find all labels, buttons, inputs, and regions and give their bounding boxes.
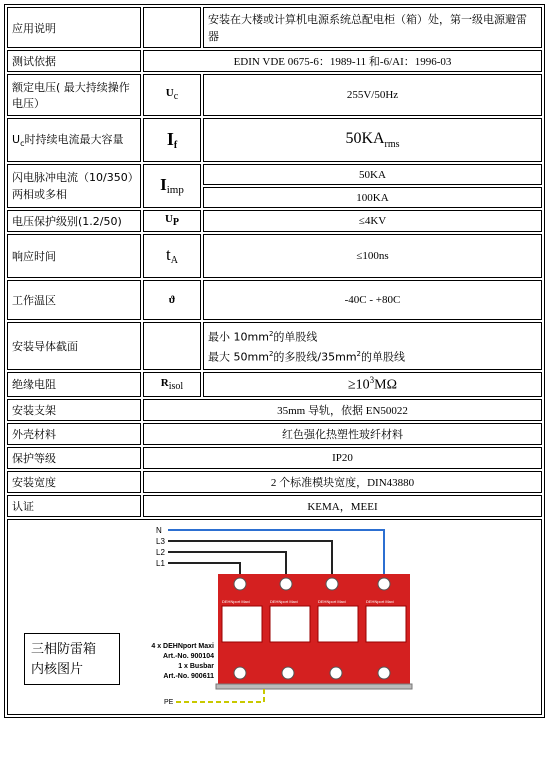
spec-table	[4, 4, 545, 718]
caption-line: 1 x Busbar	[178, 662, 214, 670]
row-value: 50KA	[203, 164, 542, 185]
module-label: DEHNport Maxi	[318, 598, 346, 604]
row-value: $\ge 10^3M\Omega$	[203, 372, 542, 397]
row-value: 255V/50Hz	[203, 74, 542, 116]
row-label: 认证	[7, 495, 141, 517]
row-symbol: $t_A$	[143, 234, 201, 278]
spd-module	[362, 574, 410, 684]
row-value: IP20	[143, 447, 542, 469]
row-value: KEMA，MEEI	[143, 495, 542, 517]
row-label: 保护等级	[7, 447, 141, 469]
table-row	[7, 519, 542, 715]
note-box	[24, 633, 120, 685]
row-value: 最小 $10mm^2$的单股线 最大 $50mm^2$的多股线$/35mm^2$的单股线	[203, 322, 542, 370]
row-label: 安装导体截面	[7, 322, 141, 370]
row-label: 绝缘电阻	[7, 372, 141, 397]
wire-n	[168, 530, 384, 577]
row-symbol	[143, 7, 201, 48]
row-label: 测试依据	[7, 50, 141, 72]
wire-pe	[176, 689, 264, 702]
row-label: 外壳材料	[7, 423, 141, 445]
row-value: ≤100ns	[203, 234, 542, 278]
row-label: 闪电脉冲电流（10/350）两相或多相	[7, 164, 141, 208]
row-label: 安装支架	[7, 399, 141, 421]
table-row	[7, 372, 542, 397]
pe-label: PE	[164, 698, 174, 706]
table-row	[7, 118, 542, 162]
caption-line: Art.-No. 900611	[163, 672, 214, 680]
row-value: 红色强化热塑性玻纤材料	[143, 423, 542, 445]
row-symbol: $I_{imp}$	[143, 164, 201, 208]
spd-module	[314, 574, 362, 684]
row-symbol: $U_P$	[143, 210, 201, 232]
table-row	[7, 50, 542, 72]
row-value: -40C - +80C	[203, 280, 542, 320]
table-row	[7, 7, 542, 48]
table-row	[7, 280, 542, 320]
row-label: 安装宽度	[7, 471, 141, 493]
diagram-cell	[7, 519, 542, 715]
table-row	[7, 74, 542, 116]
table-row	[7, 495, 542, 517]
table-row	[7, 447, 542, 469]
wire-label: N	[156, 525, 162, 535]
module-label: DEHNport Maxi	[366, 598, 394, 604]
wire-label: L1	[156, 558, 165, 568]
caption-line: 4 x DEHNport Maxi	[151, 642, 214, 650]
row-label: 额定电压( 最大持续操作电压）	[7, 74, 141, 116]
row-value: 35mm 导轨，依据 EN50022	[143, 399, 542, 421]
wire-label: L2	[156, 547, 165, 557]
caption-line: Art.-No. 900104	[163, 652, 214, 660]
table-row	[7, 210, 542, 232]
row-label: 工作温区	[7, 280, 141, 320]
table-row	[7, 322, 542, 370]
busbar	[216, 684, 412, 689]
spd-module	[266, 574, 314, 684]
table-row	[7, 164, 542, 185]
table-row	[7, 234, 542, 278]
table-row	[7, 471, 542, 493]
table-row	[7, 399, 542, 421]
row-label: 电压保护级别(1.2/50)	[7, 210, 141, 232]
row-symbol: $I_f$	[143, 118, 201, 162]
row-symbol: $R_{isol}$	[143, 372, 201, 397]
row-symbol: $U_c$	[143, 74, 201, 116]
spd-diagram	[118, 522, 418, 708]
wire-label: L3	[156, 536, 165, 546]
row-value: 安装在大楼或计算机电源系统总配电柜（箱）处，第一级电源避雷器	[203, 7, 542, 48]
row-symbol	[143, 322, 201, 370]
row-value: ≤4KV	[203, 210, 542, 232]
note-line: 三相防雷箱	[31, 642, 97, 657]
row-value: 2 个标准模块宽度，DIN43880	[143, 471, 542, 493]
row-symbol: ϑ	[143, 280, 201, 320]
row-value: $50KA_{rms}$	[203, 118, 542, 162]
row-label: 应用说明	[7, 7, 141, 48]
note-line: 内核图片	[31, 662, 84, 677]
row-label: 响应时间	[7, 234, 141, 278]
row-label: $U_c$时持续电流最大容量	[7, 118, 141, 162]
row-value: 100KA	[203, 187, 542, 208]
wire-l3	[168, 541, 332, 577]
module-label: DEHNport Maxi	[222, 598, 250, 604]
row-value: EDIN VDE 0675-6：1989-11 和-6/AI：1996-03	[143, 50, 542, 72]
table-row	[7, 423, 542, 445]
wire-l2	[168, 552, 286, 577]
module-label: DEHNport Maxi	[270, 598, 298, 604]
spd-module	[218, 574, 266, 684]
